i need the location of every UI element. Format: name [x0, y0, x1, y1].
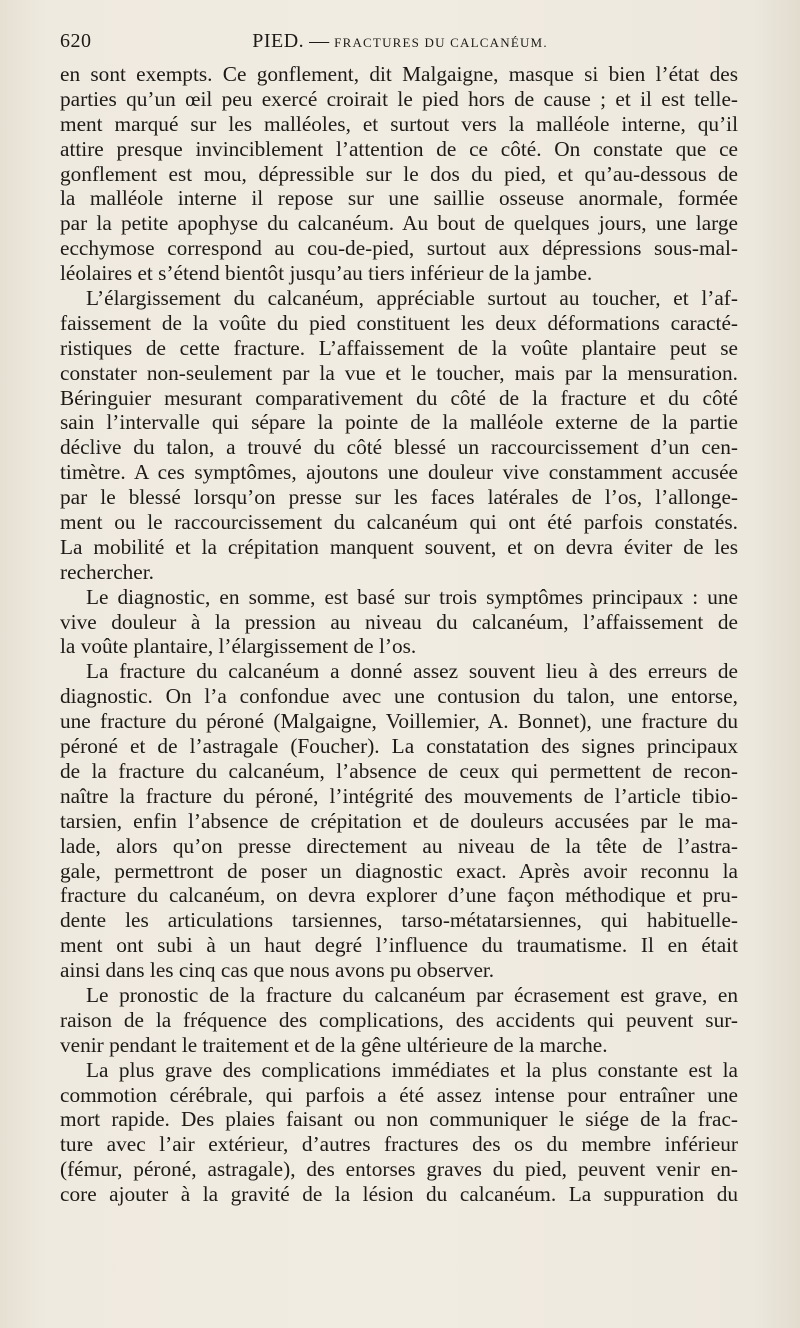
- text-line: raison de la fréquence des complications, des accidents qui peuvent sur-: [60, 1007, 738, 1032]
- text-line: ainsi dans les cinq cas que nous avons pu observer.: [60, 958, 495, 983]
- text-line: timètre. A ces symptômes, ajoutons une douleur vive constamment accusée: [60, 460, 738, 485]
- text-line: Le diagnostic, en somme, est basé sur trois symptômes principaux : une: [86, 584, 738, 609]
- text-line: par le blessé lorsqu’on presse sur les faces latérales de l’os, l’allonge-: [60, 485, 738, 510]
- text-line: la malléole interne il repose sur une saillie osseuse anormale, formée: [60, 186, 738, 211]
- text-line: La plus grave des complications immédiates et la plus constante est la: [86, 1057, 738, 1082]
- text-line: L’élargissement du calcanéum, appréciable surtout au toucher, et l’af-: [86, 286, 738, 311]
- text-line: ecchymose correspond au cou-de-pied, surtout aux dépressions sous-mal-: [60, 236, 738, 261]
- text-line: La mobilité et la crépitation manquent souvent, et on devra éviter de les: [60, 534, 738, 559]
- text-line: vive douleur à la pression au niveau du calcanéum, l’affaissement de: [60, 609, 738, 634]
- text-line: fracture du calcanéum, on devra explorer d’une façon méthodique et pru-: [60, 883, 738, 908]
- text-line: ment marqué sur les malléoles, et surtout vers la malléole interne, qu’il: [60, 111, 738, 136]
- page-number: 620: [60, 30, 92, 52]
- text-line: Béringuier mesurant comparativement du côté de la fracture et du côté: [60, 385, 738, 410]
- text-line: ment ou le raccourcissement du calcanéum qui ont été parfois constatés.: [60, 510, 738, 535]
- text-line: déclive du talon, a trouvé du côté blessé un raccourcissement d’un cen-: [60, 435, 738, 460]
- text-line: en sont exempts. Ce gonflement, dit Malgaigne, masque si bien l’état des: [60, 62, 738, 86]
- text-line: diagnostic. On l’a confondue avec une contusion du talon, une entorse,: [60, 684, 738, 709]
- text-line: ristiques de cette fracture. L’affaissement de la voûte plantaire peut se: [60, 335, 738, 360]
- text-line: parties qu’un œil peu exercé croirait le pied hors de cause ; et il est telle-: [60, 86, 738, 111]
- running-head-title: PIED.: [252, 30, 305, 52]
- text-line: mort rapide. Des plaies faisant ou non communiquer le siége de la frac-: [60, 1107, 738, 1132]
- text-line: rechercher.: [60, 559, 154, 584]
- text-line: gale, permettront de poser un diagnostic exact. Après avoir reconnu la: [60, 858, 738, 883]
- running-head-subtitle: FRACTURES DU CALCANÉUM.: [334, 35, 548, 50]
- body-text: [60, 62, 738, 1207]
- text-line: la voûte plantaire, l’élargissement de l’os.: [60, 634, 417, 659]
- running-head: [60, 30, 740, 53]
- text-line: par la petite apophyse du calcanéum. Au bout de quelques jours, une large: [60, 211, 738, 236]
- text-line: ture avec l’air extérieur, d’autres fractures des os du membre inférieur: [60, 1132, 738, 1157]
- running-head-separator: —: [309, 30, 330, 52]
- text-line: lade, alors qu’on presse directement au niveau de la tête de l’astra-: [60, 833, 738, 858]
- text-line: naître la fracture du péroné, l’intégrité des mouvements de l’article tibio-: [60, 783, 738, 808]
- text-line: core ajouter à la gravité de la lésion du calcanéum. La suppuration du: [60, 1182, 738, 1207]
- text-line: de la fracture du calcanéum, l’absence de ceux qui permettent de recon-: [60, 758, 738, 783]
- text-line: léolaires et s’étend bientôt jusqu’au tiers inférieur de la jambe.: [60, 261, 593, 286]
- text-line: commotion cérébrale, qui parfois a été assez intense pour entraîner une: [60, 1082, 738, 1107]
- text-line: (fémur, péroné, astragale), des entorses graves du pied, peuvent venir en-: [60, 1157, 738, 1182]
- text-line: une fracture du péroné (Malgaigne, Voillemier, A. Bonnet), une fracture du: [60, 709, 738, 734]
- page-header: [60, 30, 740, 56]
- text-line: faissement de la voûte du pied constituent les deux déformations caracté-: [60, 310, 738, 335]
- text-line: sain l’intervalle qui sépare la pointe de la malléole externe de la partie: [60, 410, 738, 435]
- text-line: tarsien, enfin l’absence de crépitation et de douleurs accusées par le ma-: [60, 808, 738, 833]
- text-line: venir pendant le traitement et de la gêne ultérieure de la marche.: [60, 1032, 608, 1057]
- text-line: Le pronostic de la fracture du calcanéum par écrasement est grave, en: [86, 982, 738, 1007]
- text-line: péroné et de l’astragale (Foucher). La constatation des signes principaux: [60, 734, 738, 759]
- text-line: constater non-seulement par la vue et le toucher, mais par la mensuration.: [60, 360, 738, 385]
- text-line: dente les articulations tarsiennes, tarso-métatarsiennes, qui habituelle-: [60, 908, 738, 933]
- text-line: La fracture du calcanéum a donné assez souvent lieu à des erreurs de: [86, 659, 738, 684]
- text-line: gonflement est mou, dépressible sur le dos du pied, et qu’au-dessous de: [60, 161, 738, 186]
- text-line: ment ont subi à un haut degré l’influence du traumatisme. Il en était: [60, 933, 738, 958]
- text-line: attire presque invinciblement l’attention de ce côté. On constate que ce: [60, 136, 738, 161]
